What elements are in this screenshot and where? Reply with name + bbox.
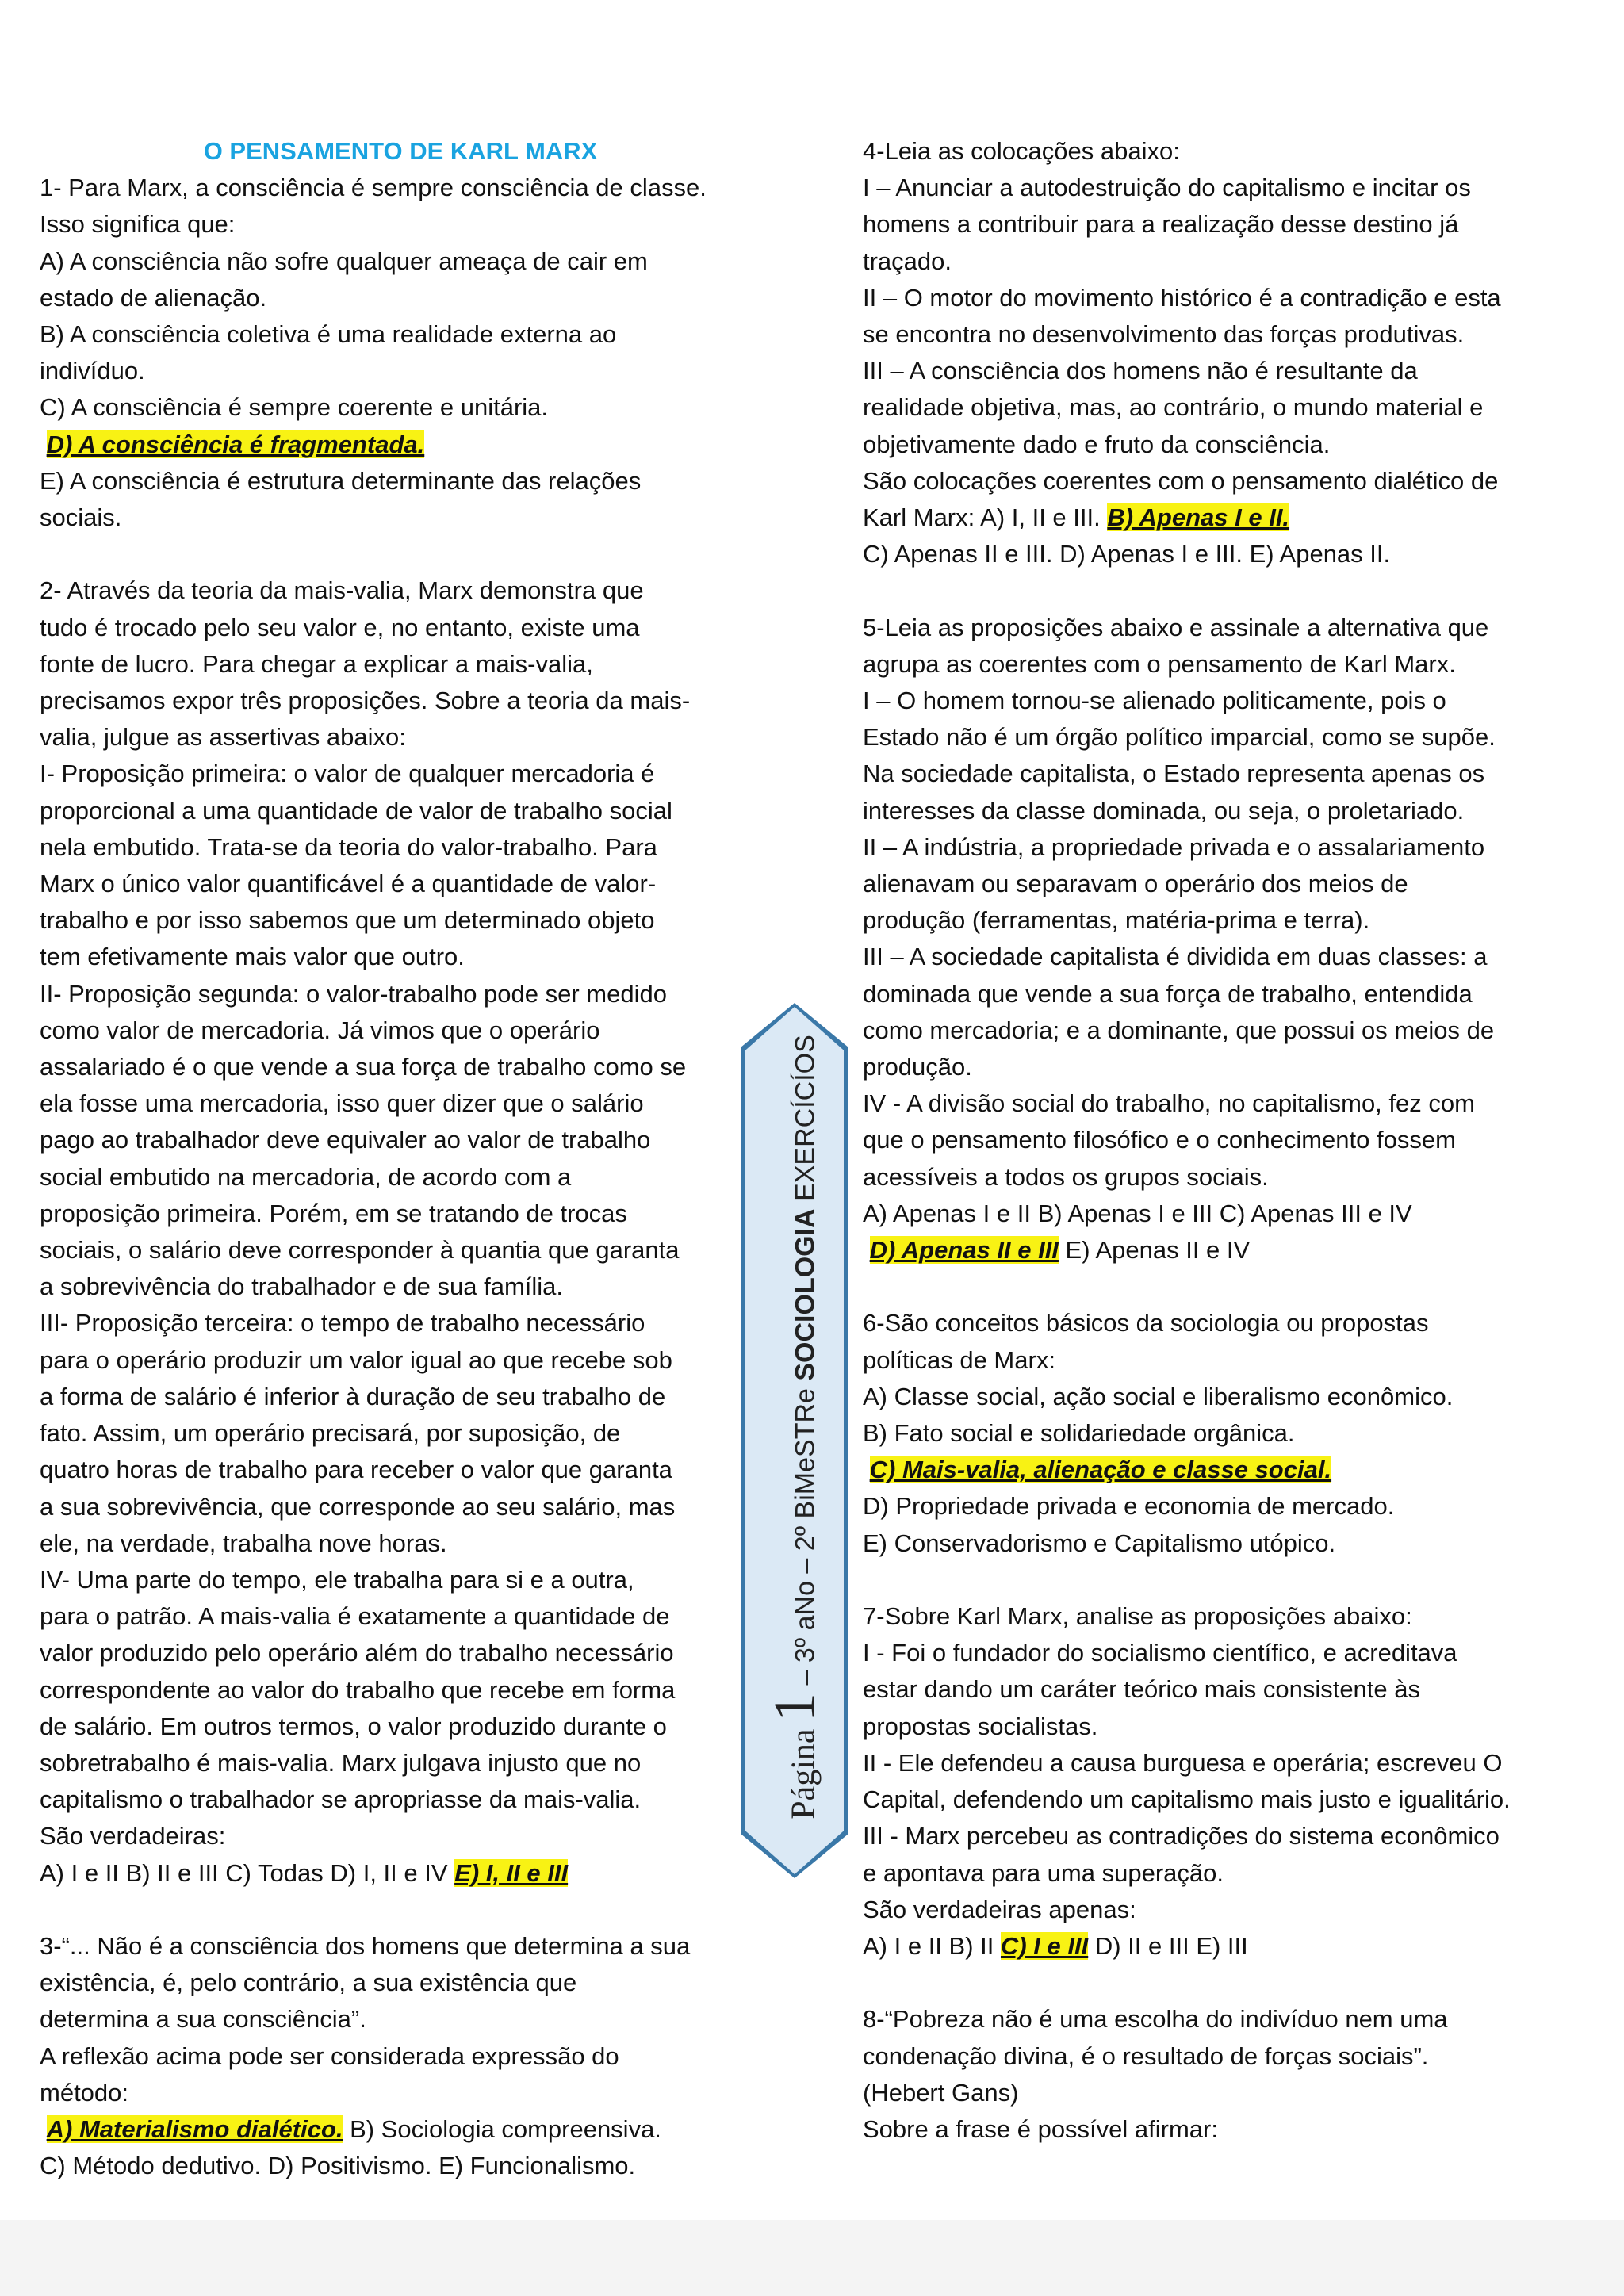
text-line: C) A consciência é sempre coerente e unitária. [40, 393, 549, 422]
text-line: políticas de Marx: [863, 1345, 1055, 1374]
text-line: Marx o único valor quantificável é a quantidade de valor- [40, 870, 657, 898]
left-column [40, 133, 753, 2184]
tab-subject: SOCIOLOGIA [790, 1208, 821, 1381]
text-line: assalariado é o que vende a sua força de trabalho como se [40, 1053, 687, 1081]
text-line: III - Marx percebeu as contradições do sistema econômico [863, 1822, 1500, 1850]
text-line: 8-“Pobreza não é uma escolha do indivíduo nem uma [863, 2005, 1448, 2034]
options-text: A) I e II B) II [863, 1931, 1001, 1960]
text-line: método: [40, 2078, 129, 2107]
text-line: como mercadoria; e a dominante, que possui os meios de [863, 1016, 1495, 1044]
text-line: propostas socialistas. [863, 1712, 1098, 1740]
options-text: A) I e II B) II e III C) Todas D) I, II e IV [40, 1858, 455, 1887]
text-line: Estado não é um órgão político imparcial, como se supõe. [863, 723, 1496, 752]
text-line: D) Propriedade privada e economia de mercado. [863, 1492, 1395, 1521]
text-line: precisamos expor três proposições. Sobre a teoria da mais- [40, 687, 691, 715]
highlighted-answer: C) I e III [1000, 1931, 1089, 1960]
text-line: E) A consciência é estrutura determinante das relações [40, 466, 642, 495]
text-line: (Hebert Gans) [863, 2078, 1019, 2107]
text-line: quatro horas de trabalho para receber o valor que garanta [40, 1456, 672, 1484]
text-line: a sobrevivência do trabalhador e de sua família. [40, 1272, 564, 1301]
text-line: realidade objetiva, mas, ao contrário, o mundo material e [863, 393, 1484, 422]
answer-line [863, 1232, 1600, 1269]
text-line: produção (ferramentas, matéria-prima e terra). [863, 906, 1370, 935]
text-line: C) Método dedutivo. D) Positivismo. E) Funcionalismo. [40, 2152, 636, 2180]
question-2 [40, 572, 753, 1891]
answer-line [863, 499, 1600, 536]
text-line: A) Classe social, ação social e liberalismo econômico. [863, 1382, 1454, 1410]
text-line: que o pensamento filosófico e o conhecimento fossem [863, 1126, 1456, 1154]
text-line: nela embutido. Trata-se da teoria do valor-trabalho. Para [40, 832, 657, 861]
question-6 [863, 1305, 1600, 1561]
options-text: Karl Marx: A) I, II e III. [863, 503, 1108, 532]
tab-separator: – [790, 1663, 821, 1693]
text-line: condenação divina, é o resultado de forças sociais”. [863, 2042, 1429, 2070]
text-line: III – A sociedade capitalista é dividida em duas classes: a [863, 943, 1488, 971]
highlighted-answer: D) Apenas II e III [869, 1236, 1059, 1265]
text-line: II - Ele defendeu a causa burguesa e operária; escreveu O [863, 1748, 1503, 1777]
text-line: A) A consciência não sofre qualquer ameaça de cair em [40, 247, 648, 275]
highlighted-answer: D) A consciência é fragmentada. [46, 430, 425, 458]
page-tab-label [762, 1035, 829, 1820]
text-line: proposição primeira. Porém, em se tratando de trocas [40, 1199, 627, 1227]
highlighted-answer: A) Materialismo dialético. [46, 2114, 343, 2143]
text-line: I - Foi o fundador do socialismo científico, e acreditava [863, 1639, 1457, 1667]
question-3 [40, 1928, 753, 2184]
text-line: São verdadeiras: [40, 1822, 226, 1850]
answer-line [40, 2111, 753, 2148]
text-line: sobretrabalho é mais-valia. Marx julgava injusto que no [40, 1748, 642, 1777]
page-footer-band [0, 2220, 1624, 2296]
text-line: 2- Através da teoria da mais-valia, Marx demonstra que [40, 576, 644, 605]
text-line: I- Proposição primeira: o valor de qualquer mercadoria é [40, 760, 655, 788]
text-line: correspondente ao valor do trabalho que recebe em forma [40, 1675, 676, 1704]
text-line: interesses da classe dominada, ou seja, o proletariado. [863, 796, 1465, 825]
text-line: Na sociedade capitalista, o Estado representa apenas os [863, 760, 1485, 788]
text-line: determina a sua consciência”. [40, 2005, 366, 2034]
text-line: ela fosse uma mercadoria, isso quer dizer que o salário [40, 1089, 644, 1118]
text-line: a forma de salário é inferior à duração de seu trabalho de [40, 1382, 666, 1410]
text-line: sociais. [40, 503, 122, 532]
question-8 [863, 2001, 1600, 2148]
text-line: A reflexão acima pode ser considerada expressão do [40, 2042, 619, 2070]
text-line: 3-“... Não é a consciência dos homens que determina a sua [40, 1931, 691, 1960]
text-line: Capital, defendendo um capitalismo mais justo e igualitário. [863, 1785, 1511, 1814]
text-line: como valor de mercadoria. Já vimos que o operário [40, 1016, 600, 1044]
text-line: II- Proposição segunda: o valor-trabalho pode ser medido [40, 979, 667, 1008]
text-line: ele, na verdade, trabalha nove horas. [40, 1529, 447, 1557]
text-line: existência, é, pelo contrário, a sua existência que [40, 1969, 577, 1997]
question-7 [863, 1598, 1600, 1965]
options-text: E) Apenas II e IV [1058, 1236, 1251, 1265]
text-line: III – A consciência dos homens não é resultante da [863, 357, 1418, 385]
text-line: 5-Leia as proposições abaixo e assinale a alternativa que [863, 613, 1489, 641]
page-number: 1 [762, 1692, 828, 1722]
text-line: fonte de lucro. Para chegar a explicar a mais-valia, [40, 649, 593, 678]
question-1 [40, 170, 753, 536]
text-line: traçado. [863, 247, 952, 275]
text-line: dominada que vende a sua força de trabalho, entendida [863, 979, 1473, 1008]
highlighted-answer: E) I, II e III [454, 1858, 569, 1887]
text-line: acessíveis a todos os grupos sociais. [863, 1162, 1269, 1191]
text-line: objetivamente dado e fruto da consciência. [863, 430, 1331, 458]
text-line: 1- Para Marx, a consciência é sempre consciência de classe. [40, 174, 707, 202]
text-line: 6-São conceitos básicos da sociologia ou propostas [863, 1309, 1429, 1337]
page-title: O PENSAMENTO DE KARL MARX [203, 137, 598, 165]
text-line: e apontava para uma superação. [863, 1858, 1224, 1887]
question-5 [863, 610, 1600, 1269]
text-line: III- Proposição terceira: o tempo de trabalho necessário [40, 1309, 645, 1337]
text-line: I – Anunciar a autodestruição do capitalismo e incitar os [863, 174, 1471, 202]
text-line: valia, julgue as assertivas abaixo: [40, 723, 406, 752]
answer-line [40, 427, 753, 463]
text-line: IV- Uma parte do tempo, ele trabalha para si e a outra, [40, 1565, 634, 1594]
answer-line [863, 1928, 1600, 1965]
text-line: para o operário produzir um valor igual ao que recebe sob [40, 1345, 672, 1374]
text-line: indivíduo. [40, 357, 145, 385]
text-line: São verdadeiras apenas: [863, 1895, 1136, 1923]
highlighted-answer: B) Apenas I e II. [1107, 503, 1290, 532]
text-line: II – A indústria, a propriedade privada e o assalariamento [863, 832, 1485, 861]
text-line: Isso significa que: [40, 210, 236, 239]
text-line: A) Apenas I e II B) Apenas I e III C) Apenas III e IV [863, 1199, 1412, 1227]
page-word: Página [785, 1728, 822, 1820]
text-line: tudo é trocado pelo seu valor e, no entanto, existe uma [40, 613, 640, 641]
text-line: E) Conservadorismo e Capitalismo utópico. [863, 1529, 1336, 1557]
text-line: I – O homem tornou-se alienado politicamente, pois o [863, 687, 1446, 715]
text-line: para o patrão. A mais-valia é exatamente a quantidade de [40, 1602, 670, 1631]
text-line: de salário. Em outros termos, o valor produzido durante o [40, 1712, 667, 1740]
text-line: sociais, o salário deve corresponder à quantia que garanta [40, 1236, 680, 1265]
answer-line [863, 1452, 1600, 1488]
text-line: se encontra no desenvolvimento das forças produtivas. [863, 320, 1465, 349]
text-line: B) A consciência coletiva é uma realidade externa ao [40, 320, 617, 349]
text-line: pago ao trabalhador deve equivaler ao valor de trabalho [40, 1126, 651, 1154]
text-line: B) Fato social e solidariedade orgânica. [863, 1419, 1295, 1448]
text-line: C) Apenas II e III. D) Apenas I e III. E) Apenas II. [863, 540, 1391, 568]
text-line: tem efetivamente mais valor que outro. [40, 943, 465, 971]
text-line: II – O motor do movimento histórico é a contradição e esta [863, 283, 1501, 312]
text-line: estado de alienação. [40, 283, 267, 312]
text-line: fato. Assim, um operário precisará, por suposição, de [40, 1419, 621, 1448]
text-line: IV - A divisão social do trabalho, no capitalismo, fez com [863, 1089, 1475, 1118]
text-line: a sua sobrevivência, que corresponde ao seu salário, mas [40, 1492, 676, 1521]
tab-kind: EXERCÍCÍOS [790, 1035, 821, 1209]
text-line: agrupa as coerentes com o pensamento de Karl Marx. [863, 649, 1456, 678]
tab-series: 3º aNo – 2º BiMeSTRe [790, 1380, 821, 1663]
text-line: produção. [863, 1053, 972, 1081]
text-line: social embutido na mercadoria, de acordo com a [40, 1162, 572, 1191]
text-line: proporcional a uma quantidade de valor de trabalho social [40, 796, 672, 825]
right-column [863, 133, 1600, 2148]
text-line: 4-Leia as colocações abaixo: [863, 137, 1180, 165]
text-line: 7-Sobre Karl Marx, analise as proposições abaixo: [863, 1602, 1412, 1631]
answer-line [40, 1855, 753, 1892]
highlighted-answer: C) Mais-valia, alienação e classe social. [869, 1456, 1332, 1484]
options-text: D) II e III E) III [1088, 1931, 1248, 1960]
text-line: capitalismo o trabalhador se apropriasse da mais-valia. [40, 1785, 642, 1814]
question-4 [863, 133, 1600, 572]
text-line: Sobre a frase é possível afirmar: [863, 2114, 1218, 2143]
text-line: trabalho e por isso sabemos que um determinado objeto [40, 906, 655, 935]
text-line: estar dando um caráter teórico mais consistente às [863, 1675, 1421, 1704]
text-line: homens a contribuir para a realização desse destino já [863, 210, 1459, 239]
text-line: valor produzido pelo operário além do trabalho necessário [40, 1639, 674, 1667]
text-line: São colocações coerentes com o pensamento dialético de [863, 466, 1499, 495]
options-text: B) Sociologia compreensiva. [343, 2114, 661, 2143]
text-line: alienavam ou separavam o operário dos meios de [863, 870, 1408, 898]
